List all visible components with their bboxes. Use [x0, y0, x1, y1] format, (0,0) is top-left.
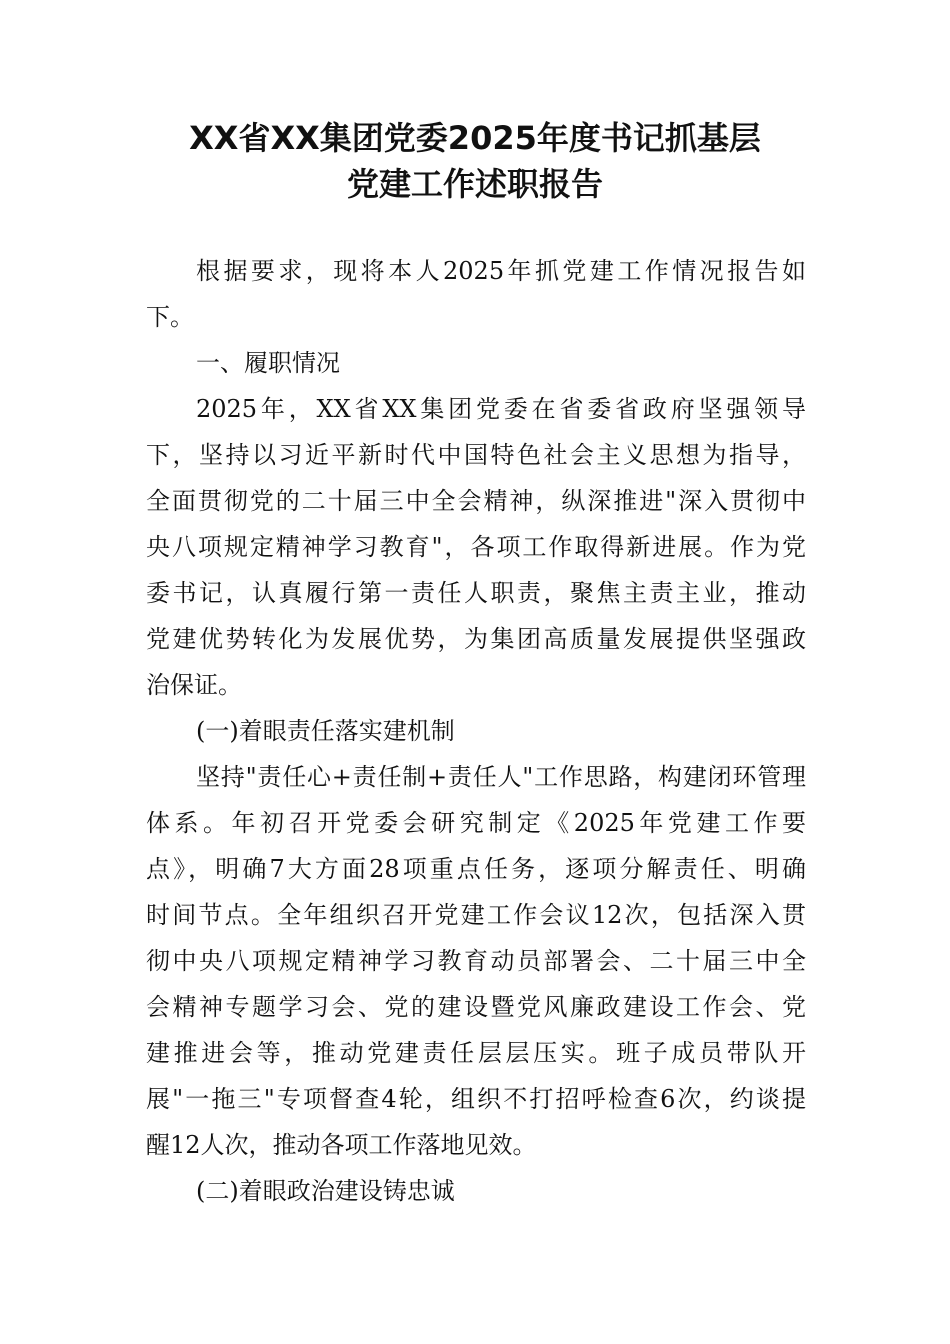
- paragraph-line: 醒12人次，推动各项工作落地见效。: [146, 1131, 537, 1159]
- paragraph-line: 点》，明确7大方面28项重点任务，逐项分解责任、明确: [146, 855, 806, 883]
- subsection-heading: (一)着眼责任落实建机制: [196, 717, 455, 745]
- paragraph-line: 下，坚持以习近平新时代中国特色社会主义思想为指导，: [146, 441, 806, 469]
- document-title-line-1: XX省XX集团党委2025年度书记抓基层: [189, 119, 761, 157]
- section-heading: 一、履职情况: [196, 349, 340, 377]
- paragraph-line: 会精神专题学习会、党的建设暨党风廉政建设工作会、党: [146, 993, 806, 1021]
- intro-line: 下。: [146, 303, 194, 331]
- paragraph-line: 展"一拖三"专项督查4轮，组织不打招呼检查6次，约谈提: [146, 1085, 806, 1113]
- paragraph-line: 治保证。: [146, 671, 242, 699]
- paragraph-line: 时间节点。全年组织召开党建工作会议12次，包括深入贯: [146, 901, 806, 929]
- paragraph-line: 体系。年初召开党委会研究制定《2025年党建工作要: [146, 809, 806, 837]
- paragraph-line: 彻中央八项规定精神学习教育动员部署会、二十届三中全: [146, 947, 806, 975]
- paragraph-line: 2025年，XX省XX集团党委在省委省政府坚强领导: [196, 395, 806, 423]
- paragraph-line: 全面贯彻党的二十届三中全会精神，纵深推进"深入贯彻中: [146, 487, 806, 515]
- paragraph-line: 央八项规定精神学习教育"，各项工作取得新进展。作为党: [146, 533, 806, 561]
- paragraph-line: 坚持"责任心+责任制+责任人"工作思路，构建闭环管理: [196, 763, 806, 791]
- paragraph-line: 委书记，认真履行第一责任人职责，聚焦主责主业，推动: [146, 579, 806, 607]
- intro-line: 根据要求，现将本人2025年抓党建工作情况报告如: [196, 257, 806, 285]
- document-title-line-2: 党建工作述职报告: [346, 165, 603, 203]
- paragraph-line: 建推进会等，推动党建责任层层压实。班子成员带队开: [146, 1039, 806, 1067]
- paragraph-line: 党建优势转化为发展优势，为集团高质量发展提供坚强政: [146, 625, 806, 653]
- subsection-heading: (二)着眼政治建设铸忠诚: [196, 1177, 455, 1205]
